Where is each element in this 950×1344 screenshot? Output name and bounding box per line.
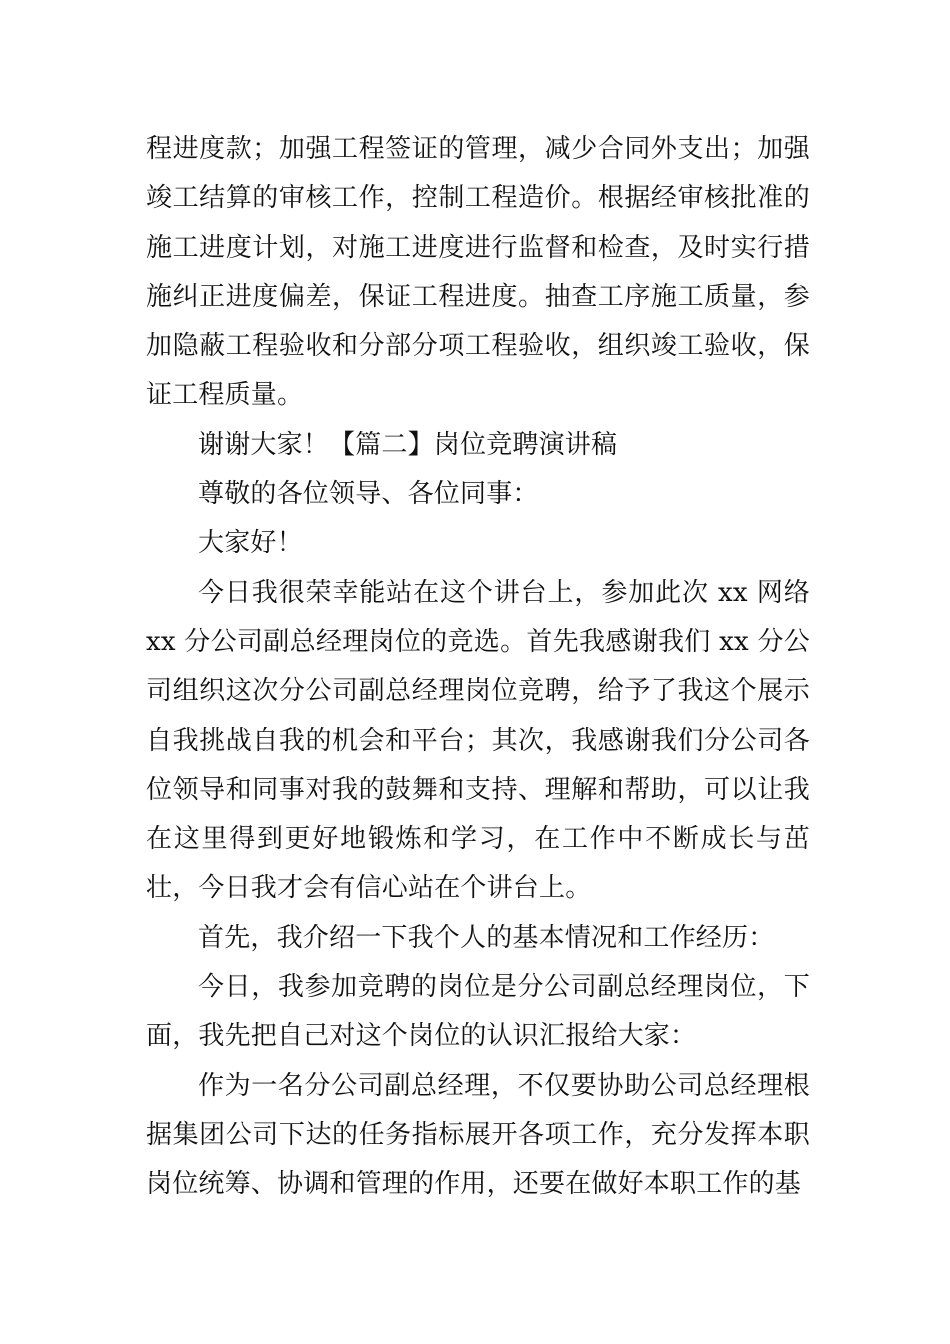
paragraph-greeting: 大家好！ xyxy=(198,528,303,559)
paragraph-project-progress: 程进度款；加强工程签证的管理，减少合同外支出；加强竣工结算的审核工作，控制工程造价。根据经审核批准的施工进度计划，对施工进度进行监督和检查，及时实行措施纠正进度偏差，保证工程进度。抽查工序施工质量，参加隐蔽工程验收和分部分项工程验收，组织竣工验收，保证工程质量。 xyxy=(146,134,810,411)
paragraph-thanks-heading: 谢谢大家！【篇二】岗位竞聘演讲稿 xyxy=(198,429,618,460)
paragraph-position: 今日，我参加竞聘的岗位是分公司副总经理岗位，下面，我先把自己对这个岗位的认识汇报给大家： xyxy=(146,972,810,1052)
paragraph-personal-info: 首先，我介绍一下我个人的基本情况和工作经历： xyxy=(198,922,775,953)
document-page xyxy=(146,125,810,1210)
paragraph-role-description: 作为一名分公司副总经理，不仅要协助公司总经理根据集团公司下达的任务指标展开各项工作，充分发挥本职岗位统筹、协调和管理的作用，还要在做好本职工作的基 xyxy=(146,1070,810,1200)
paragraph-salutation: 尊敬的各位领导、各位同事： xyxy=(198,479,539,510)
paragraph-introduction: 今日我很荣幸能站在这个讲台上，参加此次 xx 网络 xx 分公司副总经理岗位的竞选。首先我感谢我们 xx 分公司组织这次分公司副总经理岗位竞聘，给予了我这个展示自我挑战自我的机会和平台；其次，我感谢我们分公司各位领导和同事对我的鼓舞和支持、理解和帮助，可以让我在这里得到更好地锻炼和学习，在工作中不断成长与茁壮，今日我才会有信心站在个讲台上。 xyxy=(146,577,810,904)
